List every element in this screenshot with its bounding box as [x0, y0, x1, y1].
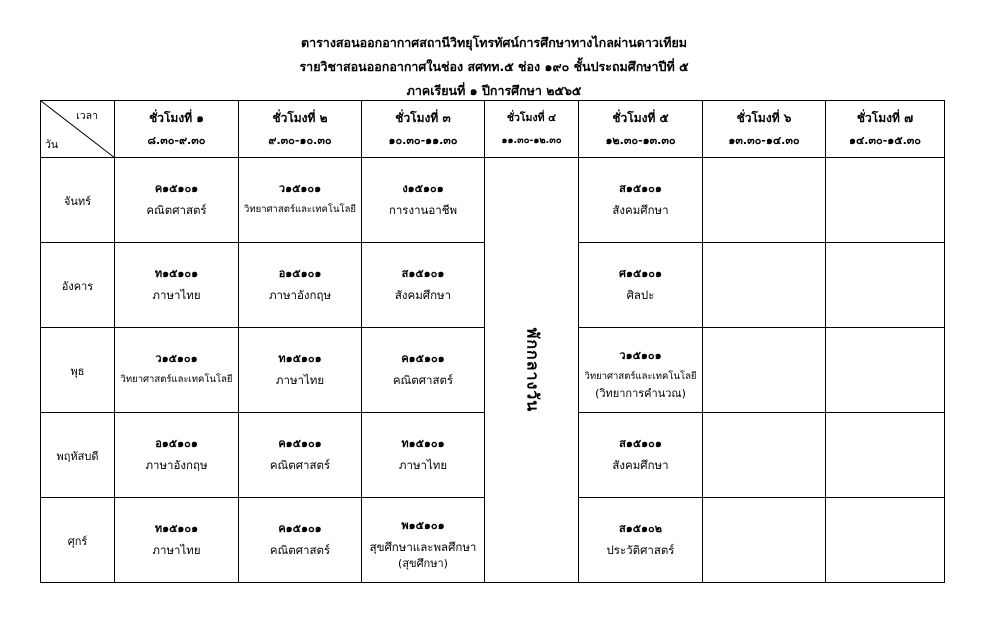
period-header-3 [362, 101, 485, 158]
schedule-term: ภาคเรียนที่ ๑ ปีการศึกษา ๒๕๖๕ [406, 83, 582, 98]
course-code: อ๑๕๑๐๑ [155, 437, 198, 450]
schedule-title: ตารางสอนออกอากาศสถานีวิทยุโทรทัศน์การศึกษาทางไกลผ่านดาวเทียม [300, 35, 688, 50]
empty-cell [703, 498, 826, 583]
class-cell [239, 328, 362, 413]
course-code: ง๑๕๑๐๑ [402, 182, 444, 195]
period-header-2 [239, 101, 362, 158]
lunch-break-cell [485, 158, 579, 583]
course-subject: วิทยาศาสตร์และเทคโนโลยี [244, 204, 356, 215]
course-note: (สุขศึกษา) [398, 557, 448, 570]
class-cell [579, 158, 703, 243]
class-cell [362, 328, 485, 413]
time-axis-label: เวลา [76, 110, 98, 122]
course-subject: ประวัติศาสตร์ [606, 543, 675, 557]
course-subject: ศิลปะ [626, 288, 655, 302]
period-header-6 [703, 101, 826, 158]
class-cell [579, 498, 703, 583]
course-code: ท๑๕๑๐๑ [278, 352, 322, 365]
schedule-subtitle: รายวิชาสอนออกอากาศในช่อง สศทท.๕ ช่อง ๑๙๐ ชั้นประถมศึกษาปีที่ ๕ [299, 59, 689, 74]
course-code: พ๑๕๑๐๑ [401, 519, 445, 532]
day-name: พุธ [70, 365, 85, 378]
day-name-cell [41, 243, 115, 328]
period-label: ชั่วโมงที่ ๔ [506, 112, 557, 124]
class-cell [579, 243, 703, 328]
course-code: อ๑๕๑๐๑ [278, 267, 322, 280]
period-label: ชั่วโมงที่ ๒ [272, 111, 328, 125]
period-header-5 [579, 101, 703, 158]
course-code: ท๑๕๑๐๑ [154, 267, 199, 280]
course-code: ส๑๕๑๐๑ [401, 267, 445, 280]
period-header-7 [826, 101, 945, 158]
class-cell [579, 328, 703, 413]
day-name-cell [41, 498, 115, 583]
period-label: ชั่วโมงที่ ๓ [395, 111, 451, 125]
period-header-4 [485, 101, 579, 158]
class-cell [362, 498, 485, 583]
empty-cell [826, 413, 945, 498]
class-cell [579, 413, 703, 498]
day-name-cell [41, 413, 115, 498]
day-name: อังคาร [61, 280, 94, 293]
period-time: ๑๐.๓๐-๑๑.๓๐ [388, 134, 458, 147]
course-subject: ภาษาไทย [152, 543, 201, 557]
empty-cell [826, 328, 945, 413]
day-name: จันทร์ [63, 195, 92, 208]
empty-cell [703, 158, 826, 243]
course-subject: การงานอาชีพ [388, 203, 458, 217]
period-header-1 [115, 101, 239, 158]
course-code: ศ๑๕๑๐๑ [619, 267, 662, 280]
empty-cell [703, 413, 826, 498]
empty-cell [703, 328, 826, 413]
period-label: ชั่วโมงที่ ๖ [736, 111, 792, 125]
day-name-cell [41, 158, 115, 243]
course-code: ค๑๕๑๐๑ [278, 522, 322, 535]
class-cell [239, 498, 362, 583]
period-time: ๙.๓๐-๑๐.๓๐ [268, 134, 332, 147]
lunch-break-label: พักกลางวัน [523, 327, 542, 413]
day-row-monday [41, 158, 945, 243]
course-note: (วิทยาการคำนวณ) [595, 387, 686, 400]
course-subject: ภาษาไทย [275, 373, 325, 387]
class-cell [239, 413, 362, 498]
course-code: ท๑๕๑๐๑ [401, 437, 445, 450]
period-time: ๘.๓๐-๙.๓๐ [147, 134, 206, 147]
corner-cell [41, 101, 115, 158]
course-code: ว๑๕๑๐๑ [278, 182, 322, 195]
period-time: ๑๒.๓๐-๑๓.๓๐ [605, 134, 676, 147]
class-cell [115, 328, 239, 413]
course-subject: สังคมศึกษา [612, 458, 669, 472]
course-code: ว๑๕๑๐๑ [155, 352, 198, 365]
period-time: ๑๔.๓๐-๑๕.๓๐ [848, 134, 921, 147]
course-code: ค๑๕๑๐๑ [278, 437, 322, 450]
header-row [41, 101, 945, 158]
day-axis-label: วัน [45, 139, 59, 151]
course-code: ส๑๕๑๐๒ [619, 522, 662, 535]
course-subject: วิทยาศาสตร์และเทคโนโลยี [120, 374, 233, 385]
class-cell [115, 158, 239, 243]
course-subject: สังคมศึกษา [612, 203, 669, 217]
period-label: ชั่วโมงที่ ๗ [856, 111, 914, 125]
day-name: ศุกร์ [67, 535, 88, 548]
course-subject: ภาษาอังกฤษ [268, 288, 332, 302]
period-time: ๑๑.๓๐-๑๒.๓๐ [501, 135, 562, 146]
empty-cell [826, 158, 945, 243]
class-cell [362, 158, 485, 243]
period-label: ชั่วโมงที่ ๕ [612, 111, 669, 125]
course-code: ค๑๕๑๐๑ [401, 352, 445, 365]
day-name-cell [41, 328, 115, 413]
course-subject: คณิตศาสตร์ [269, 543, 331, 557]
class-cell [115, 413, 239, 498]
period-time: ๑๓.๓๐-๑๔.๓๐ [728, 134, 800, 147]
course-code: ท๑๕๑๐๑ [154, 522, 199, 535]
class-cell [239, 243, 362, 328]
course-subject: ภาษาอังกฤษ [145, 458, 208, 472]
empty-cell [826, 498, 945, 583]
course-subject: คณิตศาสตร์ [146, 203, 207, 217]
course-subject: วิทยาศาสตร์และเทคโนโลยี [584, 371, 697, 382]
day-name: พฤหัสบดี [56, 450, 99, 463]
class-cell [115, 498, 239, 583]
course-subject: สังคมศึกษา [394, 288, 452, 302]
schedule-table [40, 100, 945, 583]
empty-cell [703, 243, 826, 328]
class-cell [362, 243, 485, 328]
empty-cell [826, 243, 945, 328]
course-subject: ภาษาไทย [152, 288, 201, 302]
course-subject: ภาษาไทย [398, 458, 448, 472]
course-code: ว๑๕๑๐๑ [619, 349, 662, 362]
course-subject: คณิตศาสตร์ [392, 373, 454, 387]
course-subject: สุขศึกษาและพลศึกษา [369, 540, 477, 554]
period-label: ชั่วโมงที่ ๑ [149, 111, 204, 125]
class-cell [115, 243, 239, 328]
class-cell [239, 158, 362, 243]
class-cell [362, 413, 485, 498]
course-subject: คณิตศาสตร์ [269, 458, 331, 472]
course-code: ค๑๕๑๐๑ [154, 182, 199, 195]
course-code: ส๑๕๑๐๑ [619, 437, 662, 450]
course-code: ส๑๕๑๐๑ [619, 182, 662, 195]
